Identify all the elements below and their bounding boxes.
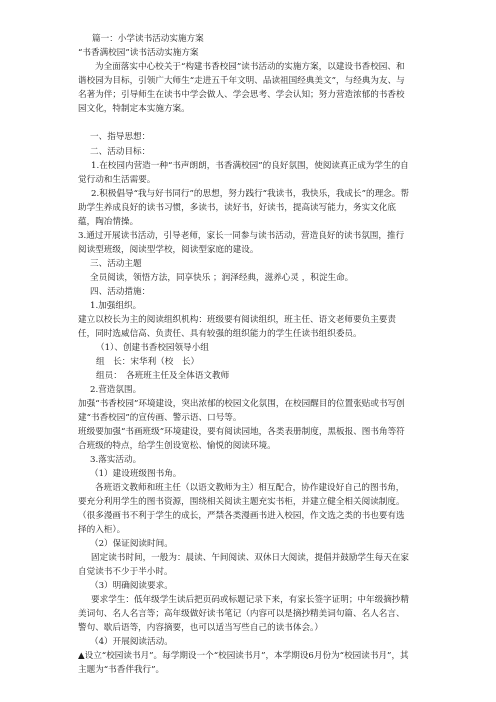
group-members: 组员： 各班班主任及全体语文教师 xyxy=(96,371,230,381)
section-heading-1: 一、指导思想： xyxy=(90,132,151,142)
leadership-group-title: （1）、创建书香校园领导小组 xyxy=(96,343,209,353)
measure-1-title: 1.加强组织。 xyxy=(90,301,142,311)
measure-3-title: 3.落实活动。 xyxy=(90,455,142,465)
measure-2-title: 2.营造氛围。 xyxy=(90,385,142,395)
reading-month-text: ▲设立“校园读书月”。每学期设一个“校园读书月”，本学期设6月份为“校园读书月”，其主题为“书香伴我行”。 xyxy=(78,651,409,676)
goal-3: 3.通过开展读书活动，引导老师，家长一同参与读书活动，营造良好的读书氛围，推行阅读型班级，阅读型学校，阅读型家庭的建设。 xyxy=(78,231,405,256)
section-heading-2: 二、活动目标： xyxy=(90,147,151,157)
goal-1: 1.在校园内营造一种“书声朗朗，书香满校园”的良好氛围，使阅读真正成为学生的自觉行动和生活需要。 xyxy=(78,161,409,186)
plan-title: “书香满校园”读书活动实施方案 xyxy=(78,48,199,58)
sub-measure-3-text: 要求学生：低年级学生读后把页码或标题记录下来，有家长签字证明；中年级摘抄精美词句、名人名言等；高年级做好读书笔记（内容可以是摘抄精美词句篇、名人名言、警句、歇后语等，内容摘要，也可以适当写些自己的读书体会。） xyxy=(78,595,409,634)
sub-measure-1: （1）建设班级图书角。 xyxy=(90,469,182,479)
intro-paragraph: 为全面落实中心校关于“构建书香校园”读书活动的实施方案，以建设书香校园、和谐校园为目标，引领广大师生“走进五千年文明、品读祖国经典美文”，与经典为友、与名著为伴；引导师生在读书中学会做人、学会思考、学会认知；努力营造浓郁的书香校园文化，特制定本实施方案。 xyxy=(78,62,405,115)
sub-measure-3: （3）明确阅读要求。 xyxy=(90,581,173,591)
group-leader: 组 长：宋华利（校 长） xyxy=(96,357,200,367)
section-heading-3: 三、活动主题 xyxy=(90,259,142,269)
section-heading-4: 四、活动措施： xyxy=(90,287,151,297)
goal-2: 2.积极倡导“我与好书同行”的思想，努力践行“我读书，我快乐，我成长”的理念。帮助学生养成良好的读书习惯，多读书，读好书，好读书，提高读写能力，务实文化底蕴，陶冶情操。 xyxy=(78,189,409,228)
article-title: 篇一：小学读书活动实施方案 xyxy=(92,34,204,44)
sub-measure-2-text: 固定读书时间，一般为：晨读、午间阅读、双休日大阅读，提倡并鼓励学生每天在家自觉读书不少于半小时。 xyxy=(78,553,409,578)
sub-measure-4: （4）开展阅读活动。 xyxy=(90,637,173,647)
sub-measure-1-text: 各班语文教师和班主任（以语文教师为主）相互配合，协作建设好自己的图书角，要充分利用学生的图书资源，围绕相关阅读主题充实书柜，并建立健全相关阅读制度。（很多漫画书不利于学生的成长，严禁各类漫画书进入校园，作文选之类的书也要有选择的入柜）。 xyxy=(78,483,405,536)
measure-2-text-2: 班级要加强“书画班级”环境建设，要有阅读园地，各类表册制度，黑板报、图书角等符合班级的特点，给学生创设宽松、愉悦的阅读环境。 xyxy=(78,427,405,452)
theme-text: 全员阅读，领悟方法，同享快乐 ；润泽经典，滋养心灵 ，积淀生命。 xyxy=(90,273,354,283)
measure-1-text: 建立以校长为主的阅读组织机构：班级要有阅读组织，班主任、语文老师要负主要责任，同时选威信高、负责任、具有较强的组织能力的学生任读书组织委员。 xyxy=(78,315,396,340)
sub-measure-2: （2）保证阅读时间。 xyxy=(90,539,173,549)
measure-2-text-1: 加强“书香校园”环境建设，突出浓郁的校园文化氛围，在校园醒目的位置张贴或书写创建“书香校园”的宣传画、警示语、口号等。 xyxy=(78,399,405,424)
